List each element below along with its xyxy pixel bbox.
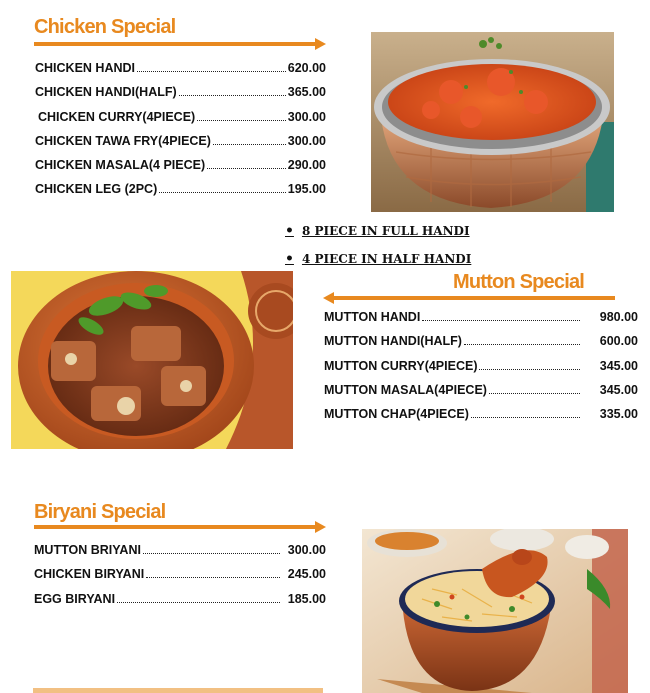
bullet-icon: • — [285, 251, 294, 267]
mutton-handi-photo — [11, 271, 293, 449]
menu-item: MUTTON HANDI(HALF) 600.00 — [324, 334, 638, 349]
menu-item: MUTTON BRIYANI 300.00 — [34, 543, 326, 557]
biryani-arrow-icon — [34, 521, 326, 533]
chicken-handi-photo — [371, 32, 614, 212]
menu-item: CHICKEN CURRY(4PIECE) 300.00 — [38, 109, 326, 124]
handi-piece-notes — [285, 217, 471, 273]
menu-item: CHICKEN LEG (2PC) 195.00 — [35, 182, 326, 197]
menu-item: CHICKEN TAWA FRY(4PIECE) 300.00 — [35, 133, 326, 148]
menu-item: CHICKEN MASALA(4 PIECE) 290.00 — [35, 158, 326, 173]
bullet-icon: • — [285, 223, 294, 239]
mutton-menu-list — [324, 310, 638, 431]
mutton-arrow-icon — [323, 292, 615, 304]
bottom-accent-bar — [33, 688, 323, 693]
note-item: • 8 PIECE IN FULL HANDI — [285, 223, 470, 239]
menu-item: CHICKEN HANDI 620.00 — [35, 61, 326, 75]
biryani-menu-list — [34, 543, 326, 616]
menu-item: MUTTON CHAP(4PIECE) 335.00 — [324, 407, 638, 422]
chicken-menu-list — [35, 61, 326, 207]
menu-item: MUTTON MASALA(4PIECE) 345.00 — [324, 382, 638, 397]
menu-item: EGG BIRYANI 185.00 — [34, 591, 326, 606]
chicken-arrow-icon — [34, 38, 326, 50]
chicken-section-title: Chicken Special — [34, 16, 176, 38]
biryani-section-title: Biryani Special — [34, 501, 166, 523]
biryani-photo — [362, 529, 628, 693]
menu-item: CHICKEN HANDI(HALF) 365.00 — [35, 85, 326, 100]
mutton-section-title: Mutton Special — [453, 271, 585, 293]
menu-item: MUTTON HANDI 980.00 — [324, 310, 638, 324]
menu-item: CHICKEN BIRYANI 245.00 — [34, 567, 326, 582]
note-item: • 4 PIECE IN HALF HANDI — [285, 251, 472, 267]
menu-item: MUTTON CURRY(4PIECE) 345.00 — [324, 358, 638, 373]
